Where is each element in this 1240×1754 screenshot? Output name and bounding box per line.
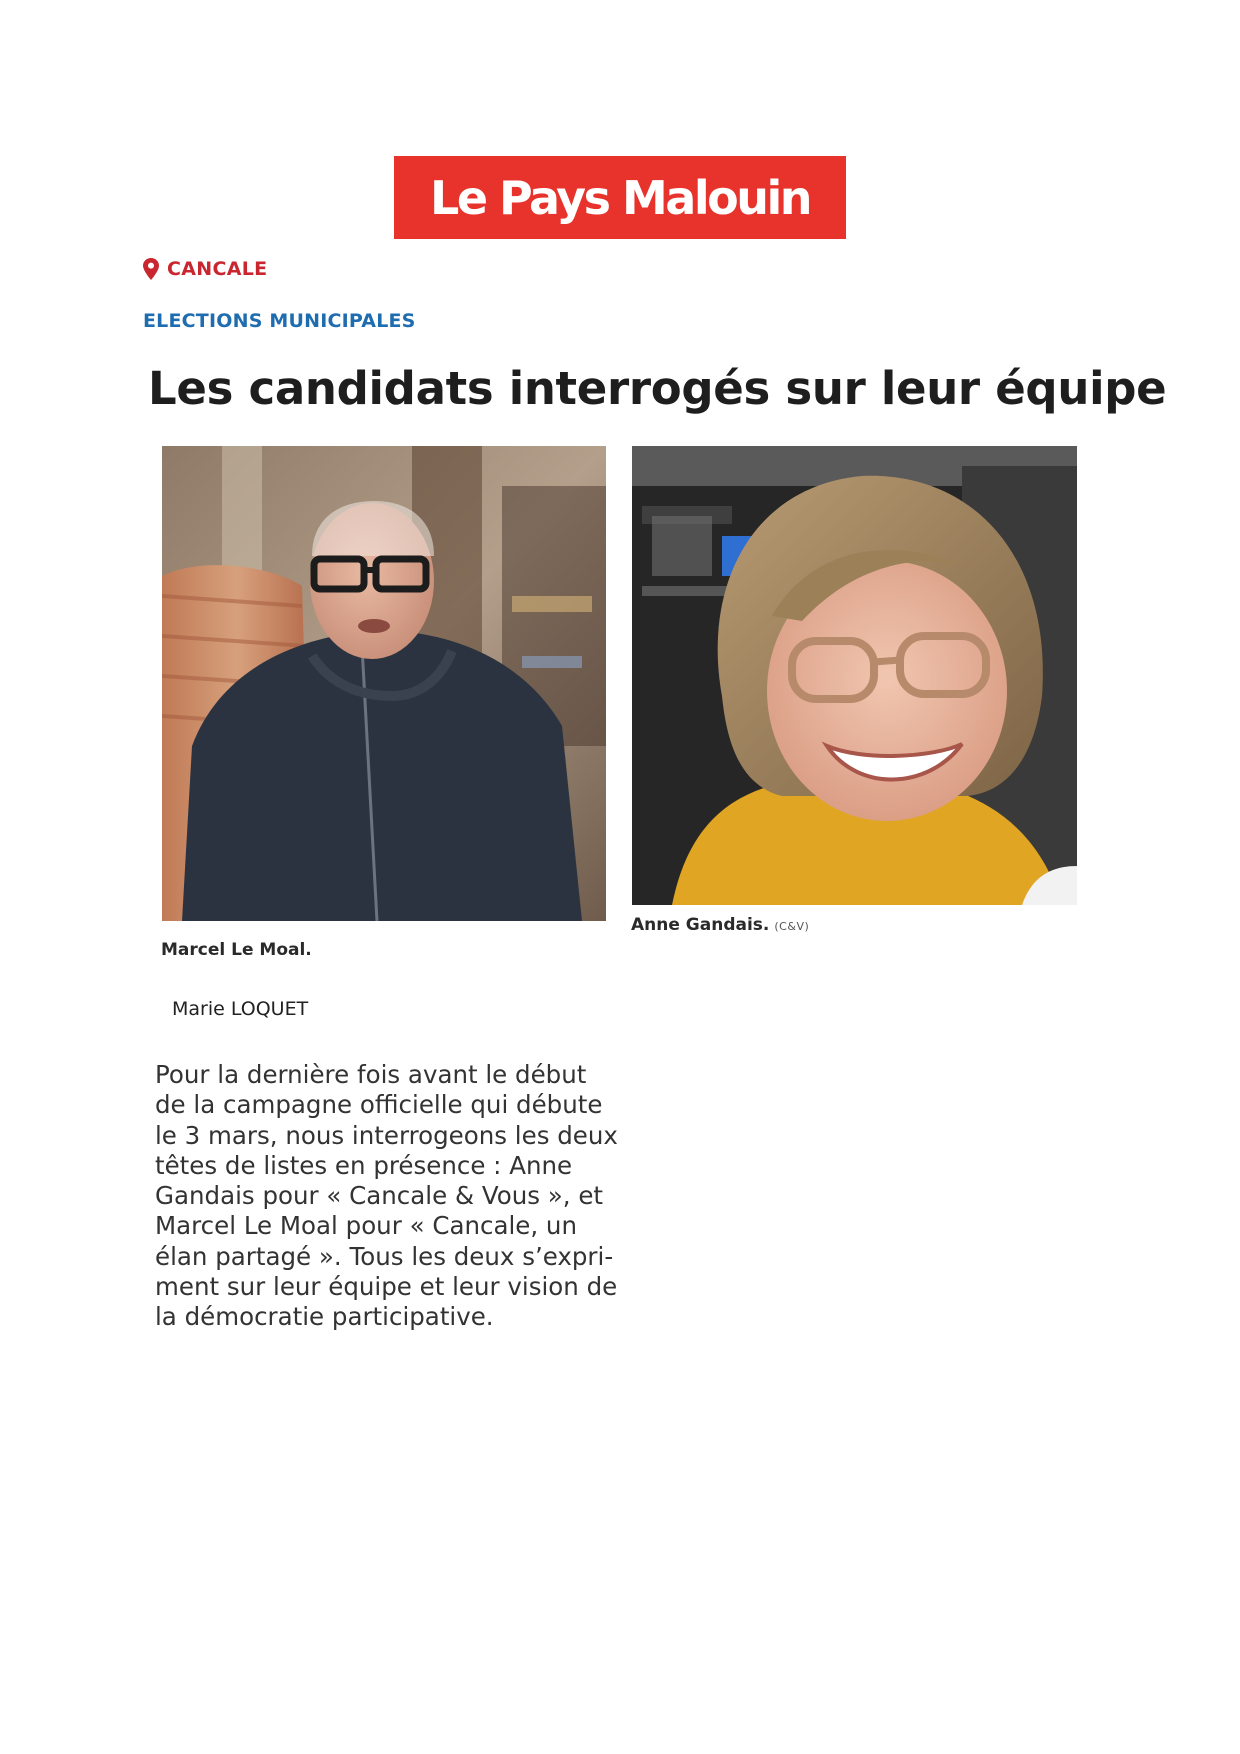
photo-caption-marcel [161,940,312,960]
article-headline: Les candidats interrogés sur leur équipe [148,362,1167,415]
lead-line: Gandais pour « Cancale & Vous », et [155,1181,604,1211]
section-rubric: ELECTIONS MUNICIPALES [143,310,416,332]
caption-text: Marcel Le Moal. [161,940,312,960]
caption-text: Anne Gandais. [631,915,770,935]
photo-marcel-le-moal [162,446,606,921]
lead-line: le 3 mars, nous interrogeons les deux [155,1120,618,1150]
lead-line: ment sur leur équipe et leur vision de [155,1272,618,1302]
lead-line: élan partagé ». Tous les deux s’expri- [155,1241,614,1271]
lead-line: Marcel Le Moal pour « Cancale, un [155,1211,577,1241]
photo-credit: (C&V) [774,920,810,933]
lead-line: têtes de listes en présence : Anne [155,1150,573,1180]
location-label: CANCALE [167,258,268,280]
lead-line: de la campagne officielle qui débute [155,1090,603,1120]
masthead-logo [394,156,846,239]
photo-anne-gandais [632,446,1077,905]
map-pin-icon [143,258,159,280]
location-tag [143,258,267,280]
article-lead [155,1060,655,1333]
lead-line: Pour la dernière fois avant le début [155,1060,587,1089]
photo-caption-anne [631,915,809,935]
lead-line: la démocratie participative. [155,1302,494,1332]
article-byline: Marie LOQUET [172,998,309,1020]
masthead-title: Le Pays Malouin [430,170,810,225]
